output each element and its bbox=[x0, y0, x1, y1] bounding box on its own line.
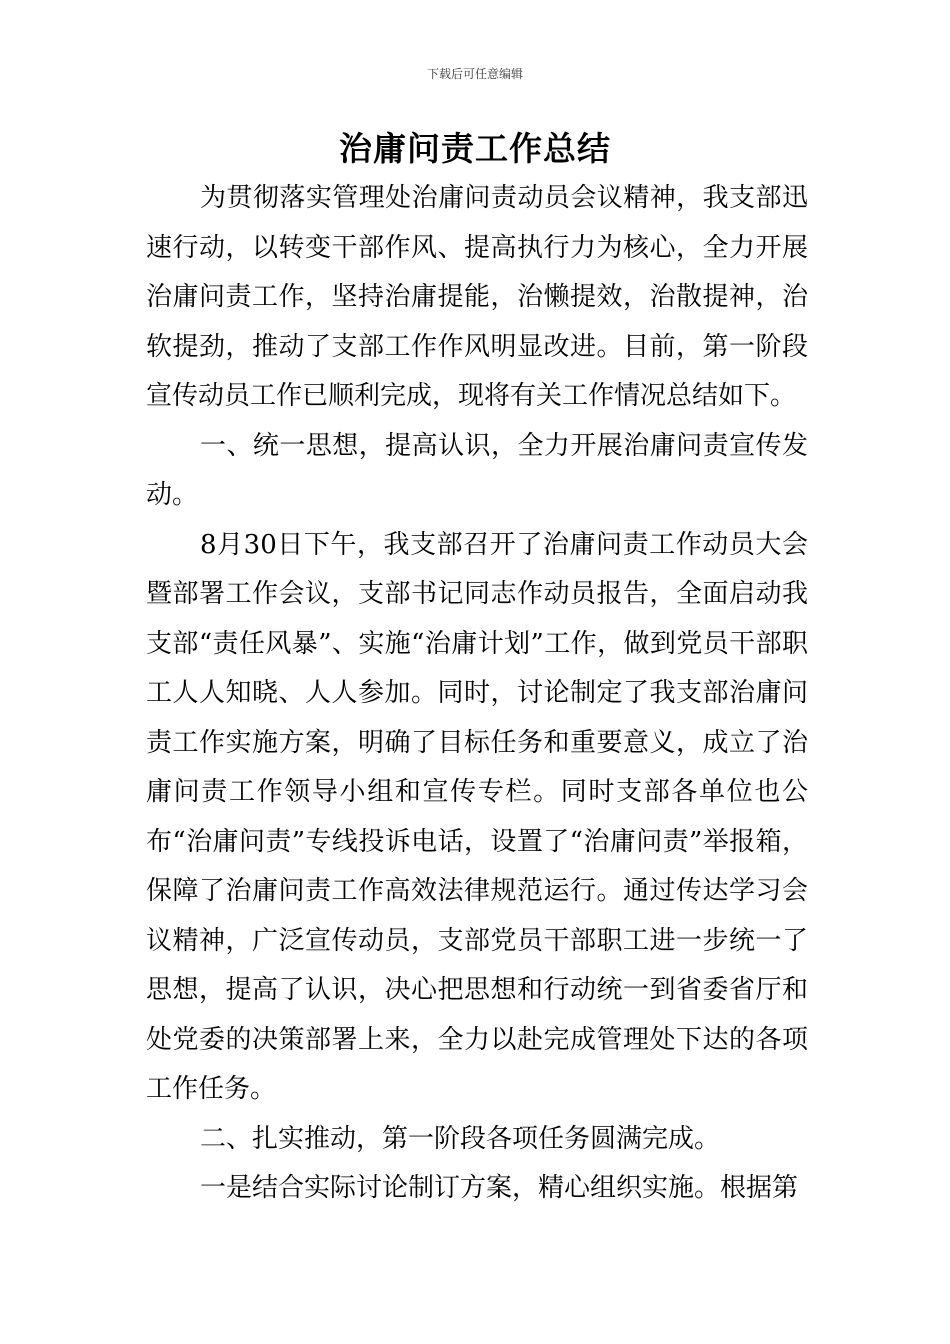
document-title: 治庸问责工作总结 bbox=[339, 129, 611, 168]
paragraph-intro: 为贯彻落实管理处治庸问责动员会议精神，我支部迅速行动，以转变干部作风、提高执行力为核心，全力开展治庸问责工作，坚持治庸提能，治懒提效，治散提神，治软提劲，推动了支部工作作风明显改进。目前，第一阶段宣传动员工作已顺利完成，现将有关工作情况总结如下。 bbox=[146, 183, 808, 411]
header-note: 下载后可任意编辑 bbox=[426, 67, 523, 81]
section-heading-1: 一、统一思想，提高认识，全力开展治庸问责宣传发动。 bbox=[146, 430, 808, 510]
paragraph-section-1: 8月30日下午，我支部召开了治庸问责工作动员大会暨部署工作会议，支部书记同志作动员报告，全面启动我支部“责任风暴”、实施“治庸计划”工作，做到党员干部职工人人知晓、人人参加。同时，讨论制定了我支部治庸问责工作实施方案，明确了目标任务和重要意义，成立了治庸问责工作领导小组和宣传专栏。同时支部各单位也公布“治庸问责”专线投诉电话，设置了“治庸问责”举报箱，保障了治庸问责工作高效法律规范运行。通过传达学习会议精神，广泛宣传动员，支部党员干部职工进一步统一了思想，提高了认识，决心把思想和行动统一到省委省厅和处党委的决策部署上来，全力以赴完成管理处下达的各项工作任务。 bbox=[146, 529, 808, 1104]
paragraph-section-2: 一是结合实际讨论制订方案，精心组织实施。根据第 bbox=[200, 1173, 799, 1203]
document-body bbox=[146, 174, 808, 1214]
section-heading-2: 二、扎实推动，第一阶段各项任务圆满完成。 bbox=[200, 1123, 721, 1154]
